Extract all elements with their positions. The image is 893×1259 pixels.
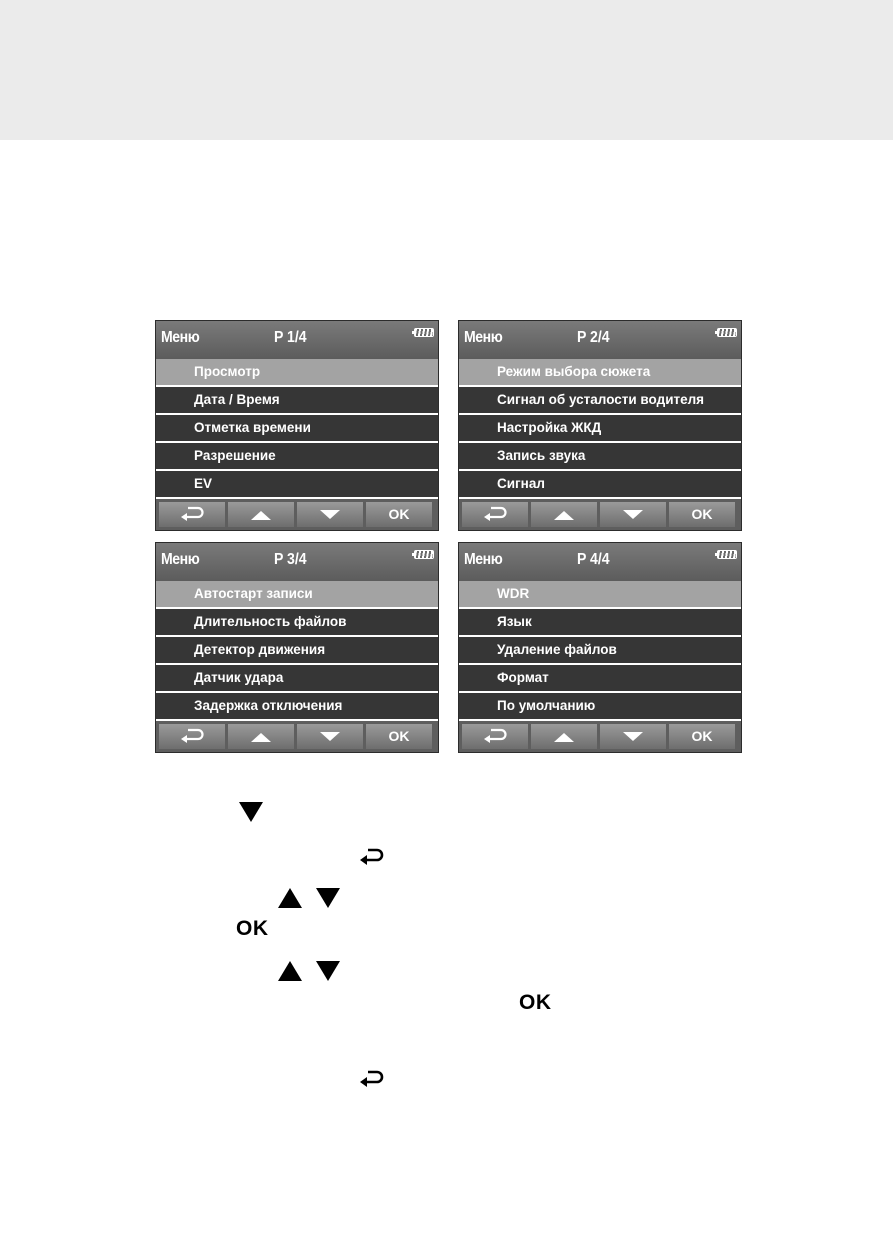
menu-title: Меню: [161, 329, 200, 346]
battery-icon: [414, 550, 434, 559]
menu-item-selected[interactable]: WDR: [459, 581, 741, 607]
back-arrow-icon: [176, 502, 208, 527]
button-bar: [459, 499, 741, 530]
up-button[interactable]: [531, 724, 597, 749]
down-button[interactable]: [600, 724, 666, 749]
menu-item[interactable]: Настройка ЖКД: [459, 415, 741, 441]
menu-item-selected[interactable]: Режим выбора сюжета: [459, 359, 741, 385]
menu-title: Меню: [161, 551, 200, 568]
page-indicator: P 3/4: [274, 551, 307, 568]
back-arrow-icon: [358, 847, 386, 867]
back-button[interactable]: [159, 502, 225, 527]
menu-item[interactable]: Удаление файлов: [459, 637, 741, 663]
menu-title: Меню: [464, 551, 503, 568]
down-triangle-icon: [617, 724, 649, 749]
up-button[interactable]: [228, 724, 294, 749]
panel-header: [459, 543, 741, 581]
menu-panel-page-3: [155, 542, 439, 753]
back-button[interactable]: [462, 502, 528, 527]
down-triangle-icon: [314, 724, 346, 749]
menu-title: Меню: [464, 329, 503, 346]
up-triangle-icon: [245, 724, 277, 749]
page-indicator: P 4/4: [577, 551, 610, 568]
down-button[interactable]: [297, 502, 363, 527]
down-button[interactable]: [297, 724, 363, 749]
up-triangle-icon: [277, 960, 303, 982]
button-bar: [459, 721, 741, 752]
down-triangle-icon: [617, 502, 649, 527]
ok-button[interactable]: OK: [669, 502, 735, 527]
menu-item[interactable]: Задержка отключения: [156, 693, 438, 719]
menu-item[interactable]: Разрешение: [156, 443, 438, 469]
page-indicator: P 2/4: [577, 329, 610, 346]
ok-button[interactable]: OK: [366, 502, 432, 527]
button-bar: [156, 721, 438, 752]
up-button[interactable]: [228, 502, 294, 527]
menu-item-selected[interactable]: Автостарт записи: [156, 581, 438, 607]
menu-list: [156, 359, 438, 499]
down-triangle-icon: [315, 887, 341, 909]
panel-header: [459, 321, 741, 359]
down-button[interactable]: [600, 502, 666, 527]
ok-label: OK: [236, 917, 269, 940]
panel-header: [156, 543, 438, 581]
menu-list: [459, 359, 741, 499]
menu-item[interactable]: Детектор движения: [156, 637, 438, 663]
back-arrow-icon: [479, 724, 511, 749]
back-arrow-icon: [479, 502, 511, 527]
back-button[interactable]: [159, 724, 225, 749]
menu-item[interactable]: Сигнал: [459, 471, 741, 497]
menu-item[interactable]: Сигнал об усталости водителя: [459, 387, 741, 413]
top-band: [0, 0, 893, 140]
up-triangle-icon: [245, 502, 277, 527]
down-triangle-icon: [238, 801, 264, 823]
battery-icon: [717, 328, 737, 337]
menu-panel-page-2: [458, 320, 742, 531]
menu-item[interactable]: Длительность файлов: [156, 609, 438, 635]
ok-button[interactable]: OK: [366, 724, 432, 749]
menu-list: [156, 581, 438, 721]
menu-item[interactable]: EV: [156, 471, 438, 497]
down-triangle-icon: [314, 502, 346, 527]
menu-item[interactable]: Формат: [459, 665, 741, 691]
down-triangle-icon: [315, 960, 341, 982]
up-triangle-icon: [277, 887, 303, 909]
up-triangle-icon: [548, 724, 580, 749]
ok-button[interactable]: OK: [669, 724, 735, 749]
page-indicator: P 1/4: [274, 329, 307, 346]
battery-icon: [717, 550, 737, 559]
up-triangle-icon: [548, 502, 580, 527]
ok-label: OK: [519, 991, 552, 1014]
menu-item[interactable]: Запись звука: [459, 443, 741, 469]
menu-item[interactable]: Отметка времени: [156, 415, 438, 441]
menu-item[interactable]: По умолчанию: [459, 693, 741, 719]
button-bar: [156, 499, 438, 530]
menu-item[interactable]: Дата / Время: [156, 387, 438, 413]
menu-panel-page-4: [458, 542, 742, 753]
panel-header: [156, 321, 438, 359]
back-arrow-icon: [176, 724, 208, 749]
back-button[interactable]: [462, 724, 528, 749]
menu-item[interactable]: Датчик удара: [156, 665, 438, 691]
menu-panel-page-1: [155, 320, 439, 531]
up-button[interactable]: [531, 502, 597, 527]
back-arrow-icon: [358, 1069, 386, 1089]
menu-item-selected[interactable]: Просмотр: [156, 359, 438, 385]
menu-item[interactable]: Язык: [459, 609, 741, 635]
menu-list: [459, 581, 741, 721]
battery-icon: [414, 328, 434, 337]
